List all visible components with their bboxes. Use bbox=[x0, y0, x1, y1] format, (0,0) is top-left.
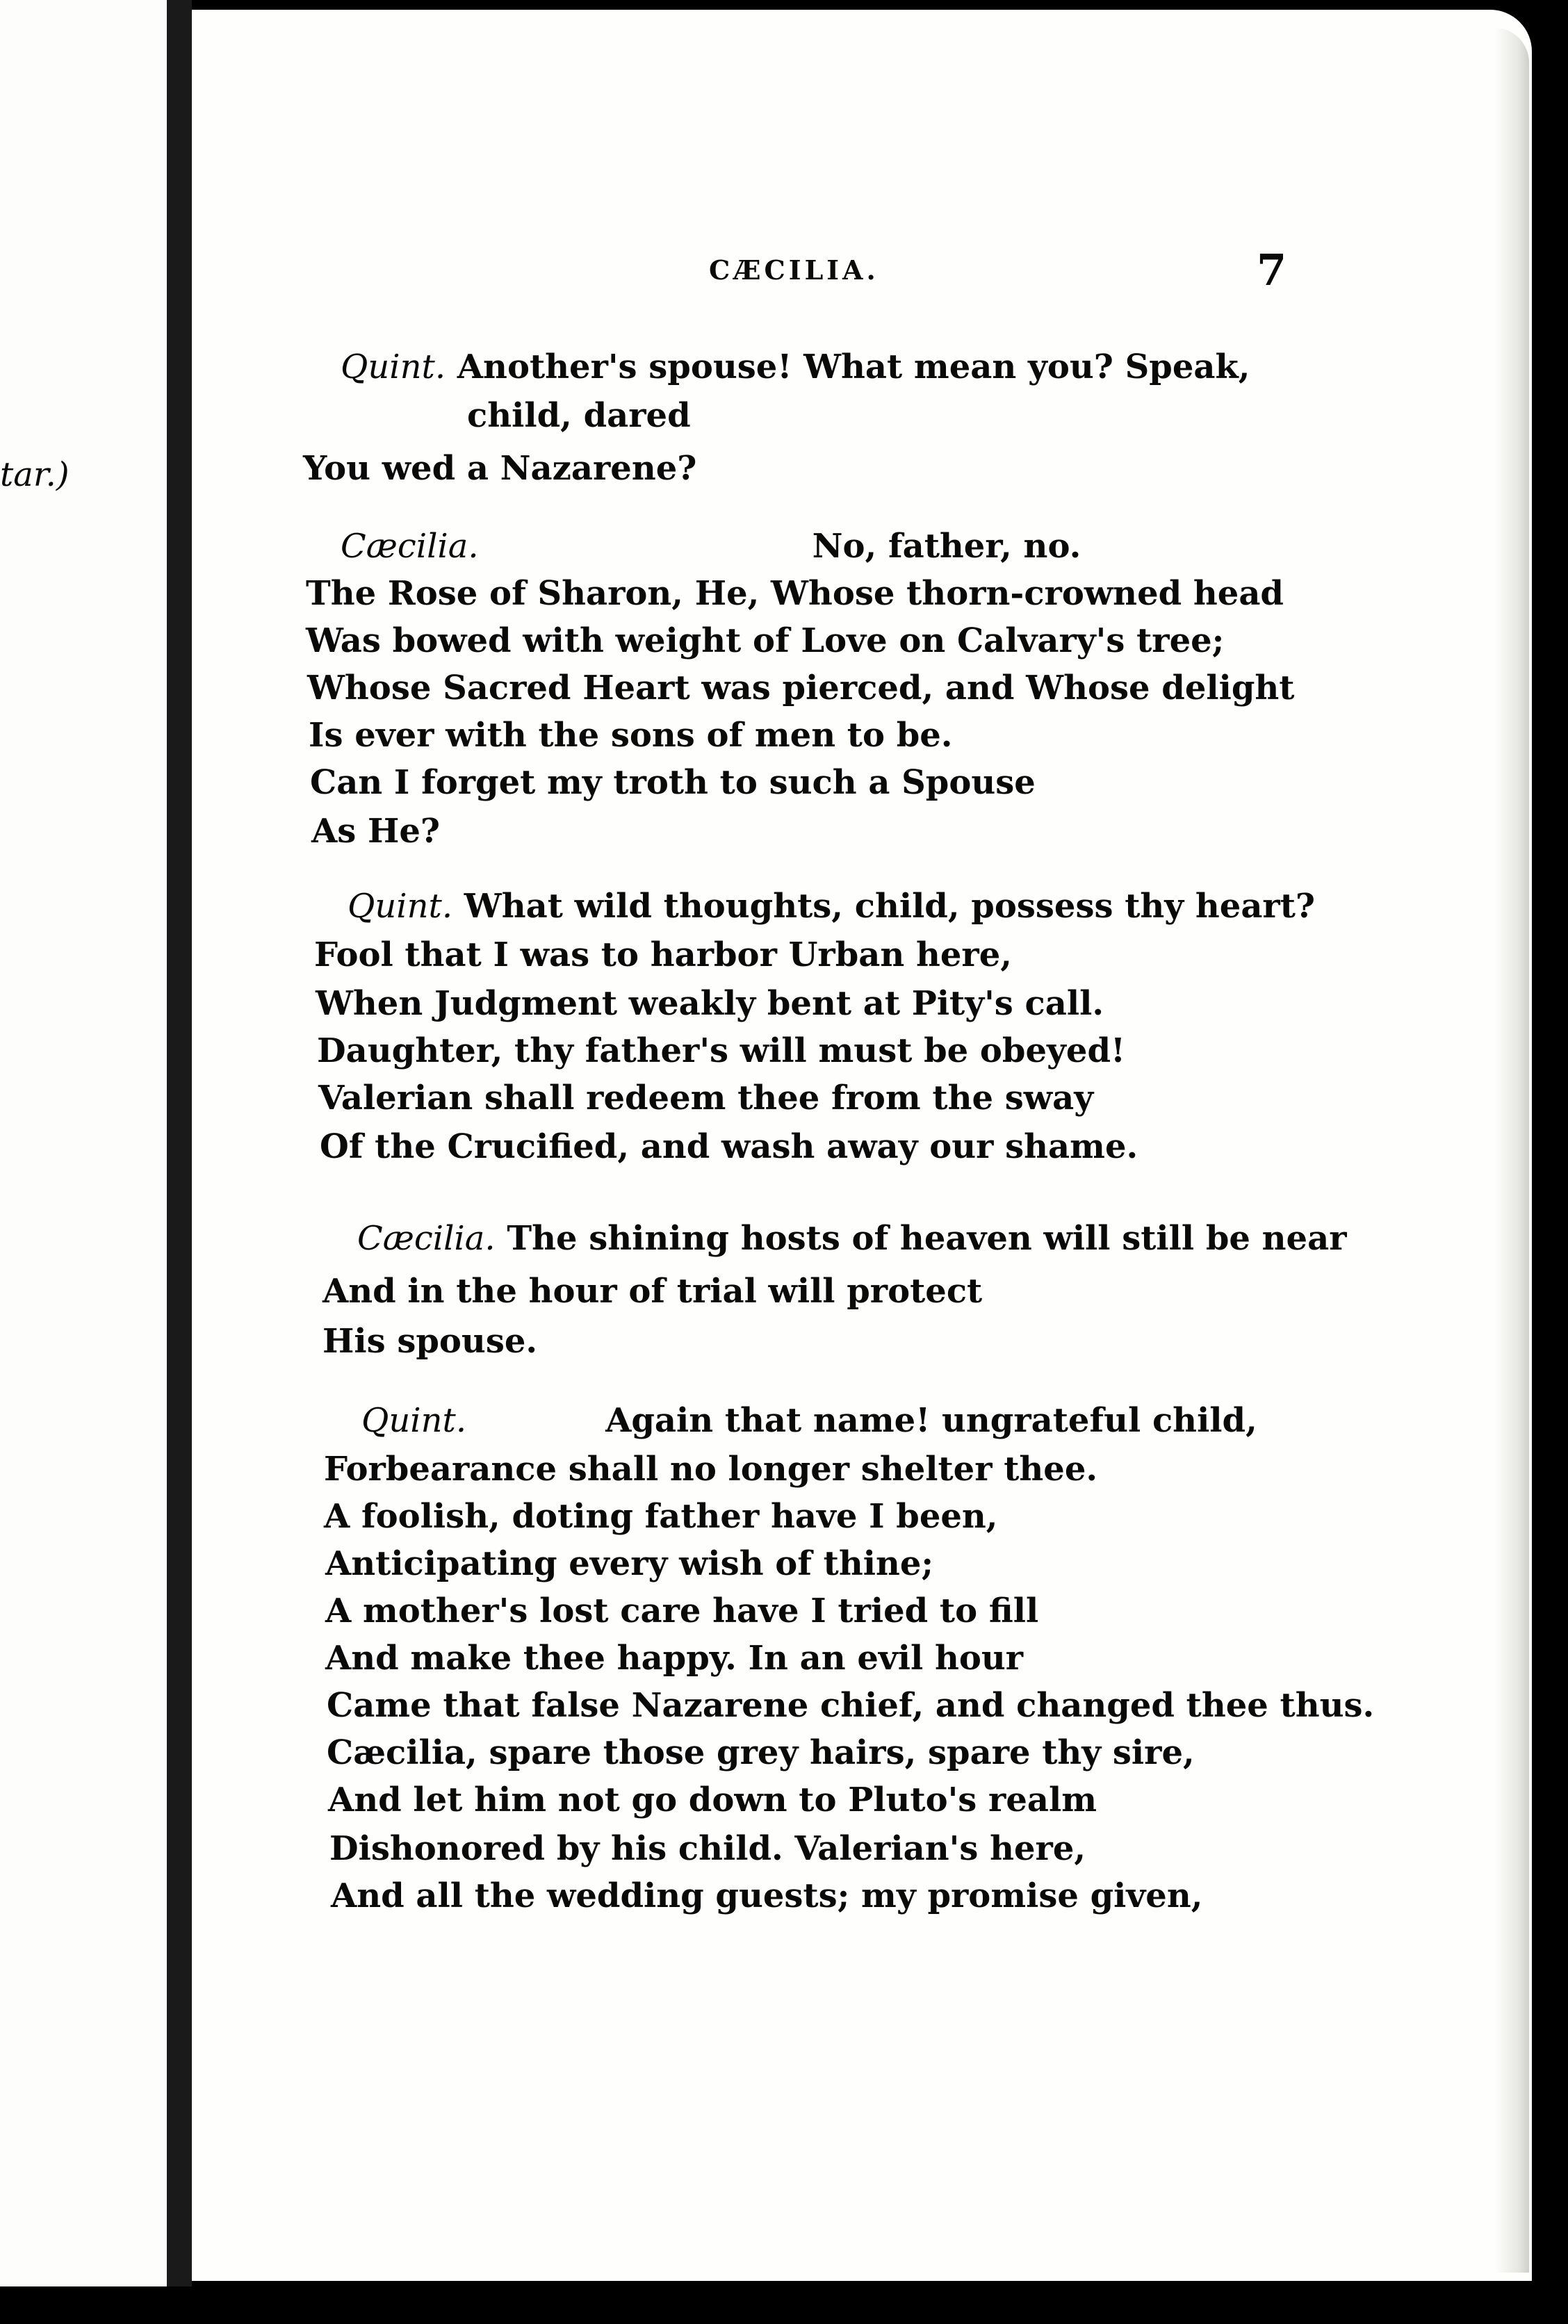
verse-line: Can I forget my troth to such a Spouse bbox=[310, 763, 1036, 802]
speaker-name: Quint. bbox=[348, 887, 453, 926]
verse-line: And let him not go down to Pluto's realm bbox=[328, 1781, 1097, 1819]
verse-line: Fool that I was to harbor Urban here, bbox=[314, 935, 1012, 974]
verse-line: And all the wedding guests; my promise given, bbox=[331, 1876, 1203, 1915]
verse-line: When Judgment weakly bent at Pity's call. bbox=[316, 984, 1104, 1023]
page-edge-shadow bbox=[1494, 28, 1529, 2273]
verse-line: Quint. What wild thoughts, child, possess thy heart? bbox=[348, 887, 1316, 926]
verse-line: Of the Crucified, and wash away our shame. bbox=[320, 1127, 1138, 1166]
verse-line: Quint. Again that name! ungrateful child, bbox=[361, 1401, 1257, 1440]
verse-line: His spouse. bbox=[322, 1322, 538, 1361]
verse-line: As He? bbox=[311, 812, 440, 851]
binding-gutter bbox=[167, 0, 192, 2286]
left-page-edge bbox=[0, 0, 185, 2286]
speaker-name: Cæcilia. bbox=[341, 527, 479, 566]
verse-line: Valerian shall redeem thee from the sway bbox=[318, 1079, 1094, 1118]
verse-line: Anticipating every wish of thine; bbox=[325, 1544, 934, 1583]
speaker-name: Quint. bbox=[361, 1401, 467, 1440]
verse-line: Was bowed with weight of Love on Calvary's tree; bbox=[306, 621, 1225, 660]
verse-line: You wed a Nazarene? bbox=[303, 449, 697, 488]
verse-line: Whose Sacred Heart was pierced, and Whose delight bbox=[307, 669, 1295, 707]
verse-line: Cæcilia. The shining hosts of heaven will still be near bbox=[357, 1219, 1347, 1258]
verse-line: And in the hour of trial will protect bbox=[322, 1272, 983, 1311]
margin-note: tar.) bbox=[0, 455, 70, 494]
verse-line: child, dared bbox=[467, 396, 691, 435]
speaker-name: Cæcilia. bbox=[357, 1219, 496, 1258]
verse-line: Forbearance shall no longer shelter thee. bbox=[324, 1450, 1098, 1489]
page-number: 7 bbox=[1257, 245, 1287, 295]
verse-line: A foolish, doting father have I been, bbox=[324, 1497, 998, 1536]
running-head: CÆCILIA. bbox=[709, 254, 879, 286]
verse-line: Quint. Another's spouse! What mean you? Speak, bbox=[341, 347, 1250, 386]
speaker-name: Quint. bbox=[341, 347, 446, 386]
verse-line: And make thee happy. In an evil hour bbox=[325, 1639, 1024, 1678]
verse-line: Is ever with the sons of men to be. bbox=[309, 716, 953, 755]
verse-line: Cæcilia, spare those grey hairs, spare thy sire, bbox=[327, 1733, 1195, 1772]
verse-line: A mother's lost care have I tried to fill bbox=[325, 1591, 1039, 1630]
verse-line: Dishonored by his child. Valerian's here, bbox=[329, 1829, 1086, 1868]
verse-line: The Rose of Sharon, He, Whose thorn-crowned head bbox=[306, 574, 1284, 613]
verse-line: Daughter, thy father's will must be obeyed! bbox=[317, 1031, 1126, 1070]
verse-line: Came that false Nazarene chief, and changed thee thus. bbox=[327, 1686, 1375, 1725]
verse-line: Cæcilia. No, father, no. bbox=[341, 527, 1081, 566]
